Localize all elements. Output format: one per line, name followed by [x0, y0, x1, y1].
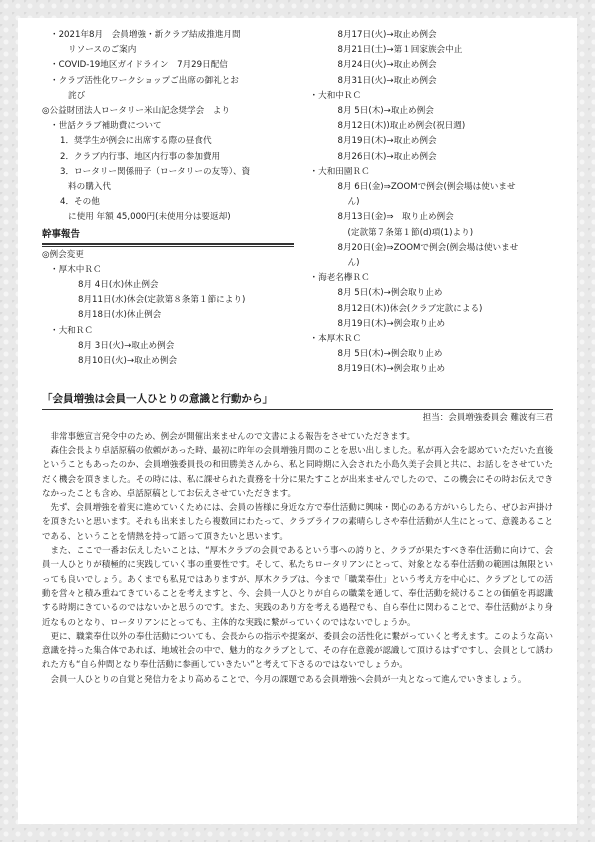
- list-item: 8月12日(木))休会(クラブ定款による): [337, 303, 483, 314]
- list-item: 詫び: [68, 90, 86, 101]
- list-item: 3．ロータリー関係冊子（ロータリーの友等）、資: [60, 166, 251, 177]
- section-title: 幹事報告: [42, 228, 81, 240]
- list-item: 8月 5日(木)→例会取り止め: [337, 349, 443, 360]
- list-item: 8月10日(火)→取止め例会: [78, 356, 178, 367]
- list-item: 8月12日(木))取止め例会(祝日週): [337, 121, 466, 132]
- article-title: 「会員増強は会員一人ひとりの意識と行動から」: [42, 390, 553, 410]
- list-item: (定款第７条第１節(d)項(1)より): [347, 227, 474, 238]
- club-name: ・厚木中ＲＣ: [50, 264, 102, 275]
- list-item: 8月26日(木)→取止め例会: [337, 151, 437, 162]
- list-item: リソースのご案内: [68, 45, 137, 56]
- foundation-subtitle: ・世話クラブ補助費について: [50, 121, 162, 132]
- list-item: 8月 4日(水)休止例会: [78, 280, 159, 291]
- list-item: 8月19日(木)→取止め例会: [337, 136, 437, 147]
- list-item: ん): [347, 258, 360, 269]
- list-item: 8月18日(水)休止例会: [78, 310, 162, 321]
- meeting-change-heading: ◎例会変更: [42, 249, 84, 260]
- newsletter-page: [18, 18, 577, 824]
- list-item: 8月13日(金)⇒ 取り止め例会: [337, 212, 454, 223]
- list-item: 8月11日(水)休会(定款第８条第１節により): [78, 295, 246, 306]
- list-item: 4．その他: [60, 197, 100, 208]
- list-item: 8月20日(金)⇒ZOOMで例会(例会場は使いませ: [337, 242, 519, 253]
- list-item: 8月17日(火)→取止め例会: [337, 30, 437, 40]
- list-item: 8月 6日(金)⇒ZOOMで例会(例会場は使いませ: [337, 182, 516, 193]
- list-item: に使用 年額 45,000円(未使用分は要返却): [68, 212, 231, 223]
- list-item: ・COVID-19地区ガイドライン 7月29日配信: [50, 60, 228, 71]
- article-paragraph: 非常事態宣言発令中のため、例会が開催出来ませんので文書による報告をさせていただきます。: [50, 431, 415, 442]
- list-item: 8月21日(土)→第１回家族会中止: [337, 45, 463, 56]
- list-item: 8月 5日(木)→取止め例会: [337, 106, 434, 117]
- article-paragraph: また、ここで一番お伝えしたいことは、“厚木クラブの会員であるという事への誇りと、クラブが果たすべき奉仕活動に向けて、会員一人ひとりが積極的に実践していく事の重要性です。そして、私たちロータリアンにとって、対象となる奉仕活動の範囲は無限といっても良いでしょう。あくまでも私見ではありますが、厚木クラブは、今まで「職業奉仕」という考え方を中心に、クラブとしての活動を営々と積み重ねてきていることを考えますと、今、会員一人ひとりが自らの職業を通して、奉仕活動を続けることの価値を再認識する時期にきているのではないかと思うのです。また、実践のあり方を考える過程でも、自ら奉仕に関わることで、奉仕活動がより身近なものとなり、ロータリアンにとっても、主体的な実践に繋がっていくのではないでしょうか。: [42, 546, 553, 628]
- list-item: 8月 5日(木)→例会取り止め: [337, 288, 443, 299]
- list-item: 8月31日(火)→取止め例会: [337, 75, 437, 86]
- list-item: ・クラブ活性化ワークショップご出席の御礼とお: [50, 75, 239, 86]
- article-paragraph: 更に、職業奉仕以外の奉仕活動についても、会長からの指示や提案が、委員会の活性化に繋がっていくと考えます。このような高い意識を持った集合体であれば、地域社会の中で、魅力的なクラブとして、その存在意義が認識して頂けるはずですし、会員として誘われた方も“自ら仲間となり奉仕活動に参画していきたい”と考えて下さるのではないでしょうか。: [42, 631, 553, 671]
- list-item: ん): [347, 197, 360, 208]
- club-name: ・本厚木ＲＣ: [309, 334, 362, 345]
- right-column: [302, 28, 554, 378]
- list-item: 8月 3日(火)→取止め例会: [78, 340, 175, 351]
- foundation-title: ◎公益財団法人ロータリー米山記念奨学会 より: [42, 106, 230, 117]
- club-name: ・大和田園ＲＣ: [309, 166, 370, 177]
- club-name: ・大和ＲＣ: [50, 325, 93, 336]
- section-divider: [42, 243, 294, 247]
- list-item: 8月19日(木)→例会取り止め: [337, 318, 446, 329]
- list-item: 1．奨学生が例会に出席する際の昼食代: [60, 136, 212, 147]
- article-paragraph: 先ず、会員増強を着実に進めていくためには、会員の皆様に身近な方で奉仕活動に興味・関心のある方がいらしたら、ぜひお声掛けを頂きたいと思います。それも出来ましたら複数回にわたって、クラブライフの素晴らしさや奉仕活動が人生にとって、意義あることである、ということを情熱を持って語って頂きたいと思います。: [42, 503, 553, 542]
- list-item: 2．クラブ内行事、地区内行事の参加費用: [60, 151, 221, 162]
- club-name: ・大和中ＲＣ: [309, 90, 362, 101]
- list-item: 料の購入代: [68, 182, 111, 193]
- article-paragraph: 会員一人ひとりの自覚と発信力をより高めることで、今月の課題である会員増強へ会員が一丸となって進んでいきましょう。: [50, 674, 527, 685]
- article-author: 担当：会員増強委員会 難波有三君: [422, 412, 553, 423]
- article-paragraph: 森住会長より卓話原稿の依頼があった時、最初に昨年の会員増強月間のことを思い出しました。私が再入会を認めていただいた直後ということもあったのか、会員増強委員長の和田勝美さんから、私と同時期に入会された小島久美子会員と共に、お話しをさせていただく機会を頂きました。その時には、私に課せられた責務を十分に果たすことが出来ませんでしたので、この機会にその時お伝えできなかったことも含め、卓話原稿としてお伝えさせていただきます。: [42, 445, 553, 499]
- club-name: ・海老名欅ＲＣ: [309, 273, 370, 284]
- two-column-section: [42, 28, 553, 378]
- list-item: 8月24日(火)→取止め例会: [337, 60, 437, 71]
- list-item: 8月19日(木)→例会取り止め: [337, 364, 446, 375]
- list-item: ・2021年8月 会員増強・新クラブ結成推進月間: [50, 30, 241, 40]
- left-column: [42, 28, 294, 378]
